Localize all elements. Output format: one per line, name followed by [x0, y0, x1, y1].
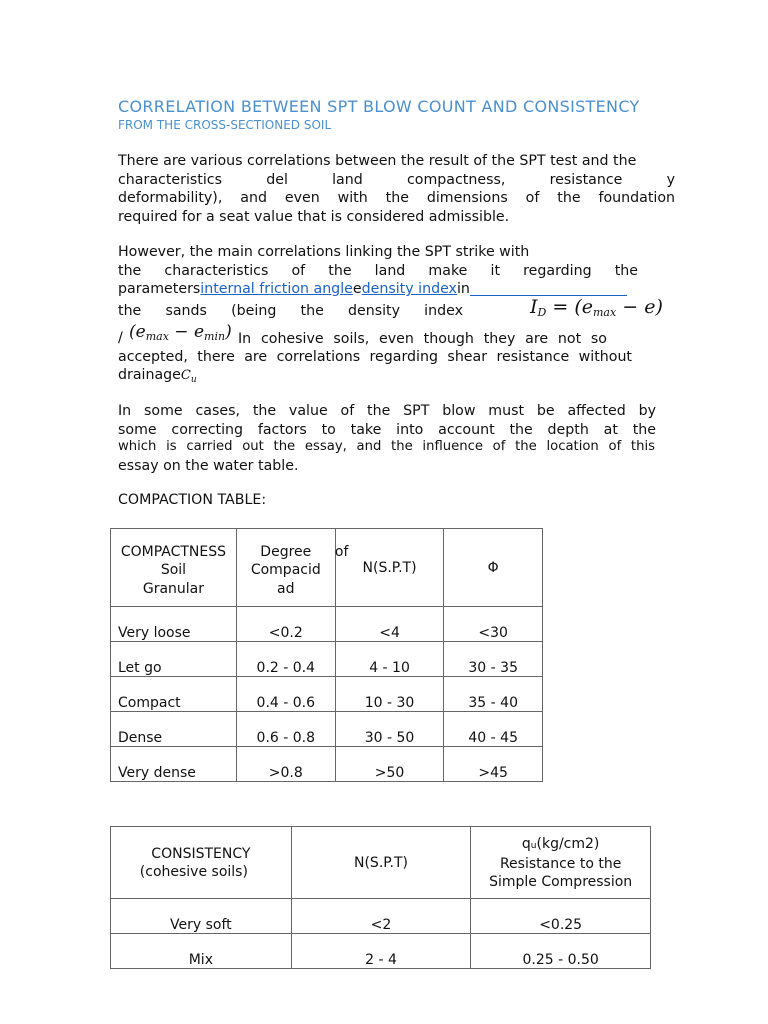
table-cell: 10 - 30	[335, 677, 444, 712]
table-cell: 40 - 45	[444, 712, 543, 747]
formula-subscript: max	[145, 330, 169, 343]
paragraph-line: which is carried out the essay, and the influence of the location of this	[118, 439, 655, 454]
table-cell: 2 - 4	[291, 934, 471, 969]
table-cell: Mix	[111, 934, 292, 969]
table-cell: 35 - 40	[444, 677, 543, 712]
table-cell: 0.4 - 0.6	[236, 677, 335, 712]
table-row	[111, 607, 543, 642]
header-line: ad	[277, 580, 295, 597]
table-row	[111, 677, 543, 712]
paragraph-line: essay on the water table.	[118, 458, 299, 474]
header-phi: Φ	[444, 529, 543, 607]
table-cell: Dense	[111, 712, 237, 747]
link-connector: e	[352, 281, 362, 297]
header-line: Soil	[160, 562, 187, 579]
table-header-row	[111, 529, 543, 607]
document-subtitle: FROM THE CROSS-SECTIONED SOIL	[118, 118, 332, 132]
paragraph-line: However, the main correlations linking the SPT strike with	[118, 244, 530, 260]
table-header-row	[111, 827, 651, 899]
paragraph-line: accepted, there are correlations regarding shear resistance without	[118, 349, 632, 365]
formula-part: (e	[129, 322, 146, 342]
table-row	[111, 642, 543, 677]
paragraph-line: required for a seat value that is considered admissible.	[118, 208, 510, 225]
header-nspt: N(S.P.T)	[335, 529, 444, 607]
formula-part: − e	[168, 322, 205, 342]
formula-part: − e)	[616, 296, 663, 318]
table-cell: 30 - 50	[335, 712, 444, 747]
in-text: in	[456, 281, 470, 297]
paragraph-line: the characteristics of the land make it regarding the	[118, 262, 638, 279]
table-cell: <0.25	[471, 899, 651, 934]
void-ratio-formula	[129, 322, 232, 343]
table-cell: 0.6 - 0.8	[236, 712, 335, 747]
table-cell: Let go	[111, 642, 237, 677]
internal-friction-angle-link[interactable]: internal friction angle	[200, 281, 353, 297]
paragraph-line: some correcting factors to take into account the depth at the	[118, 421, 656, 438]
paragraph-corrections	[118, 402, 656, 439]
paragraph-intro	[118, 152, 675, 226]
compaction-table-label: COMPACTION TABLE:	[118, 492, 267, 508]
paragraph-line-drainage	[118, 366, 197, 390]
document-title: CORRELATION BETWEEN SPT BLOW COUNT AND CONSISTENCY	[118, 97, 640, 116]
formula-part: )	[225, 322, 232, 342]
table-cell: 0.2 - 0.4	[236, 642, 335, 677]
table-cell: <4	[335, 607, 444, 642]
header-line: Compacid	[250, 562, 321, 579]
table-cell: 30 - 35	[444, 642, 543, 677]
slash-text: /	[118, 330, 123, 346]
density-index-link[interactable]: density index	[361, 281, 457, 297]
paragraph-correlations	[118, 243, 638, 280]
header-line: Resistance to the	[499, 855, 622, 872]
table-cell: <0.2	[236, 607, 335, 642]
parameters-text: parameters	[118, 281, 201, 297]
table-row	[111, 934, 651, 969]
header-qu	[471, 827, 651, 899]
table-row	[111, 899, 651, 934]
paragraph-line: characteristics del land compactness, resistance y	[118, 171, 675, 188]
paragraph-line-parameters	[118, 280, 470, 299]
table-cell: >45	[444, 747, 543, 782]
header-line: qu(kg/cm2)	[521, 835, 600, 852]
paragraph-line: the sands (being the density index	[118, 303, 463, 319]
formula-subscript: min	[204, 330, 226, 343]
paragraph-line: There are various correlations between the result of the SPT test and the	[118, 153, 637, 169]
header-compactness	[111, 529, 237, 607]
header-line: Granular	[142, 580, 205, 597]
header-consistency	[111, 827, 292, 899]
header-line: Simple Compression	[489, 873, 633, 890]
table-cell: 4 - 10	[335, 642, 444, 677]
table-cell: >50	[335, 747, 444, 782]
table-cell: Compact	[111, 677, 237, 712]
header-line: Degree of	[260, 543, 349, 560]
formula-subscript: D	[537, 306, 547, 319]
table-cell: <30	[444, 607, 543, 642]
table-row	[111, 712, 543, 747]
table-row	[111, 747, 543, 782]
formula-part: = (e	[546, 296, 593, 318]
header-line: CONSISTENCY	[151, 845, 251, 862]
table-cell: Very loose	[111, 607, 237, 642]
formula-subscript: max	[593, 306, 617, 319]
cu-symbol: $C_u$	[180, 368, 197, 385]
compaction-table	[110, 528, 543, 782]
density-index-formula	[530, 296, 663, 319]
table-cell: <2	[291, 899, 471, 934]
consistency-table	[110, 826, 651, 969]
header-degree	[236, 529, 349, 607]
table-cell: 0.25 - 0.50	[471, 934, 651, 969]
table-cell: Very dense	[111, 747, 237, 782]
drainage-text: drainage	[118, 367, 181, 383]
header-line: COMPACTNESS	[120, 543, 227, 560]
paragraph-line: In cohesive soils, even though they are not so	[238, 331, 607, 347]
header-of: of	[334, 543, 349, 560]
header-line: (cohesive soils)	[139, 863, 248, 880]
table-cell: >0.8	[236, 747, 335, 782]
header-nspt: N(S.P.T)	[291, 827, 471, 899]
paragraph-line: deformability), and even with the dimensions of the foundation	[118, 190, 675, 206]
paragraph-line: In some cases, the value of the SPT blow must be affected by	[118, 403, 656, 419]
formula-symbol: I	[530, 296, 538, 318]
table-cell: Very soft	[111, 899, 292, 934]
